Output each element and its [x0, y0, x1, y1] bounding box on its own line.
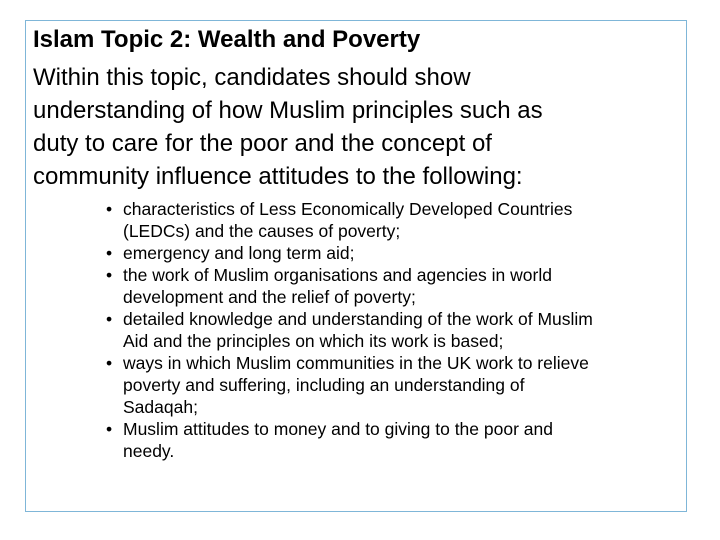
bullet-item — [106, 308, 686, 352]
bullet-icon: • — [106, 309, 113, 329]
intro-line: understanding of how Muslim principles such as — [33, 97, 543, 124]
bullet-line: Muslim attitudes to money and to giving to the poor and — [123, 419, 553, 439]
bullet-line: Aid and the principles on which its work is based; — [123, 331, 504, 351]
bullet-line: the work of Muslim organisations and agencies in world — [123, 265, 552, 285]
bullet-icon: • — [106, 199, 113, 219]
bullet-icon: • — [106, 243, 113, 263]
bullet-line: development and the relief of poverty; — [123, 287, 416, 307]
intro-line: community influence attitudes to the following: — [33, 163, 523, 190]
bullet-item — [106, 352, 686, 418]
bullet-line: needy. — [123, 441, 175, 461]
intro-paragraph — [33, 61, 633, 193]
bullet-icon: • — [106, 265, 113, 285]
bullet-line: poverty and suffering, including an understanding of — [123, 375, 525, 395]
bullet-item — [106, 264, 686, 308]
bullet-item — [106, 418, 686, 462]
intro-line: Within this topic, candidates should show — [33, 64, 471, 91]
bullet-line: characteristics of Less Economically Developed Countries — [123, 199, 573, 219]
bullet-line: (LEDCs) and the causes of poverty; — [123, 221, 401, 241]
bullet-line: detailed knowledge and understanding of the work of Muslim — [123, 309, 593, 329]
bullet-line: ways in which Muslim communities in the UK work to relieve — [123, 353, 589, 373]
topic-bullet-list — [106, 198, 686, 462]
bullet-icon: • — [106, 353, 113, 373]
bullet-icon: • — [106, 419, 113, 439]
bullet-item — [106, 198, 686, 242]
bullet-item — [106, 242, 686, 264]
bullet-line: Sadaqah; — [123, 397, 198, 417]
intro-line: duty to care for the poor and the concept of — [33, 130, 492, 157]
bullet-line: emergency and long term aid; — [123, 243, 355, 263]
slide-title: Islam Topic 2: Wealth and Poverty — [33, 26, 421, 53]
